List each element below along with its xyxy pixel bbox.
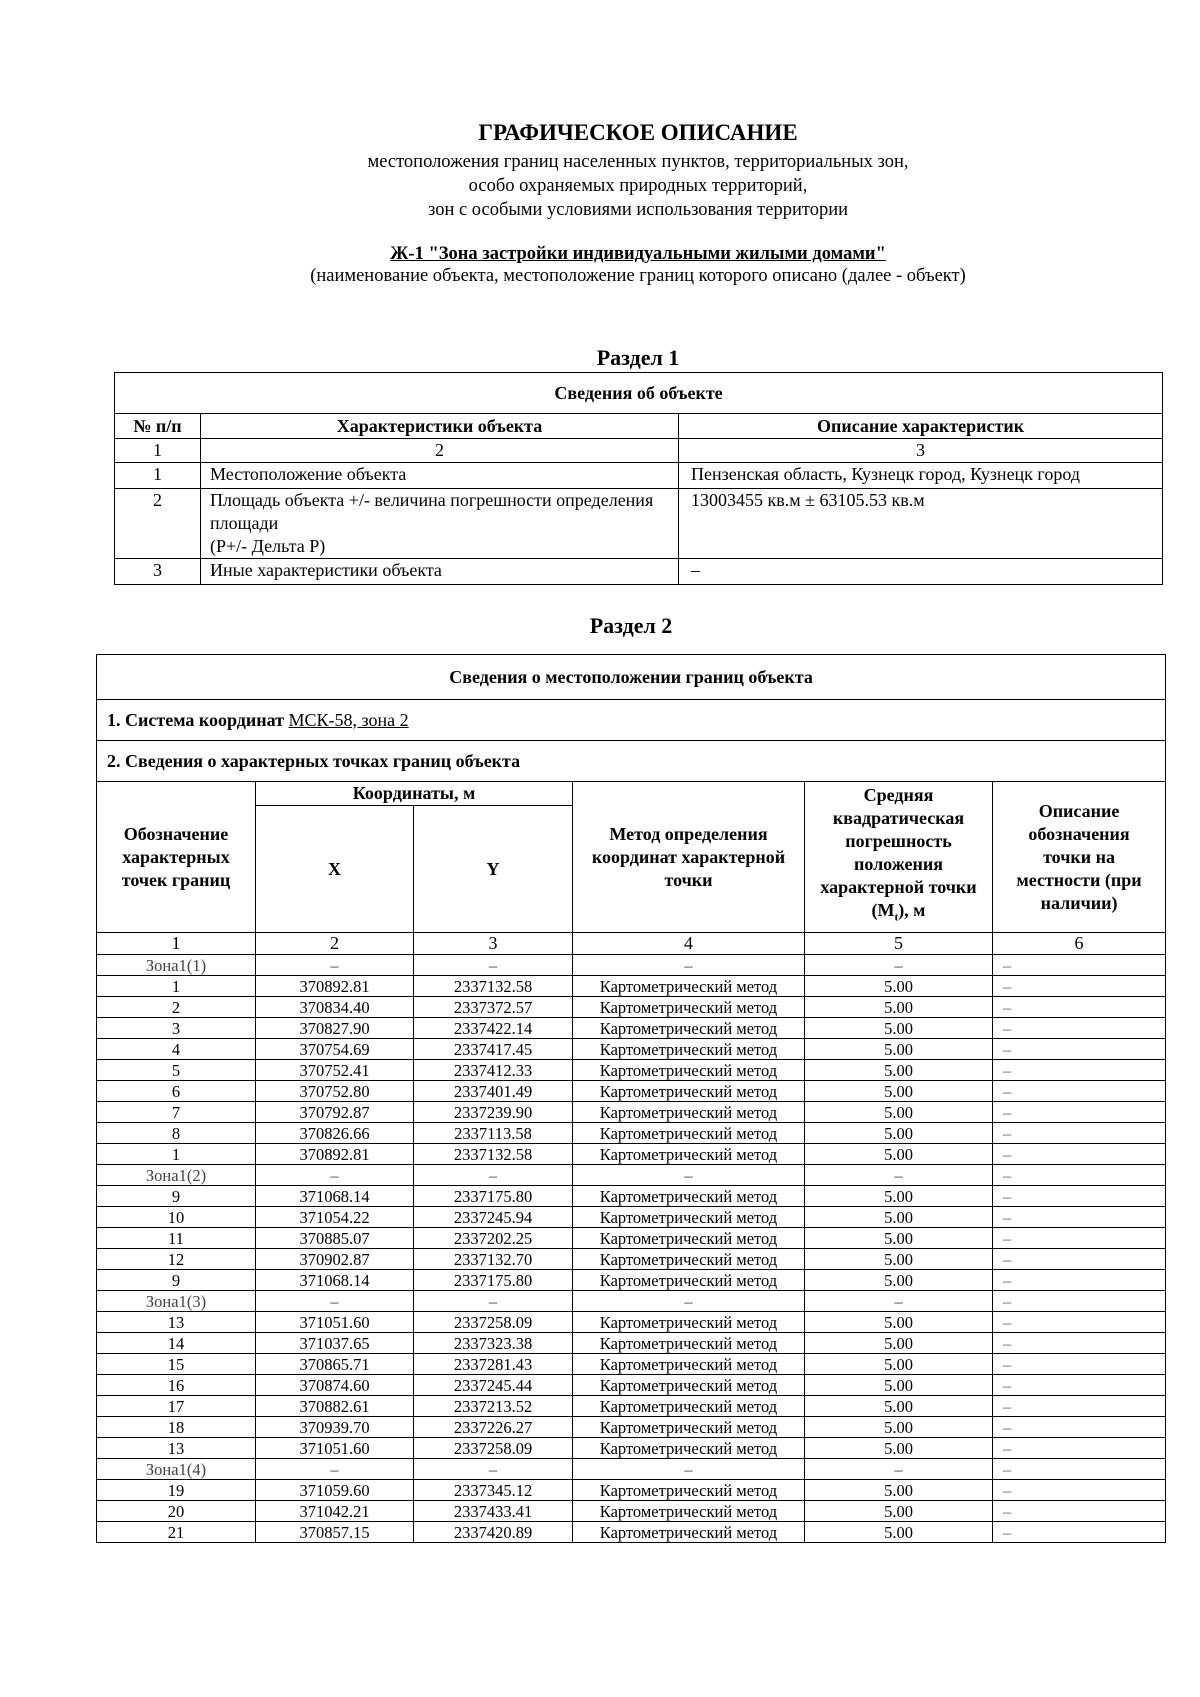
point-designation: 12 [97, 1249, 256, 1270]
point-description: – [993, 1522, 1166, 1543]
method: Картометрический метод [573, 1060, 805, 1081]
error-value: 5.00 [805, 1249, 993, 1270]
point-row [97, 1270, 1166, 1291]
coord-y: 2337132.58 [414, 976, 573, 997]
point-description: – [993, 1144, 1166, 1165]
coord-x: 370892.81 [256, 976, 414, 997]
point-row [97, 1144, 1166, 1165]
point-description: – [993, 1438, 1166, 1459]
point-designation: 3 [97, 1018, 256, 1039]
point-row [97, 1312, 1166, 1333]
point-designation: 19 [97, 1480, 256, 1501]
coordinate-system-row [97, 700, 1166, 741]
point-description: – [993, 1480, 1166, 1501]
boundary-points-table [96, 654, 1166, 1543]
method: Картометрический метод [573, 1081, 805, 1102]
point-row [97, 1207, 1166, 1228]
error-value: 5.00 [805, 1270, 993, 1291]
coord-y: 2337245.44 [414, 1375, 573, 1396]
error-value: 5.00 [805, 997, 993, 1018]
point-description: – [993, 1417, 1166, 1438]
point-description: – [993, 1123, 1166, 1144]
coord-x: 370882.61 [256, 1396, 414, 1417]
column-header-error-text: Средняя квадратическая погрешность положения характерной точки $(M_t)$, м [820, 785, 977, 924]
coord-y: 2337113.58 [414, 1123, 573, 1144]
column-header-num: № п/п [115, 414, 201, 439]
method: Картометрический метод [573, 976, 805, 997]
object-info-table [114, 372, 1163, 585]
point-designation: 15 [97, 1354, 256, 1375]
point-designation: 1 [97, 1144, 256, 1165]
method: Картометрический метод [573, 1438, 805, 1459]
row-description: – [679, 559, 1163, 585]
coord-x: 371068.14 [256, 1186, 414, 1207]
coord-y: 2337258.09 [414, 1312, 573, 1333]
method: Картометрический метод [573, 1396, 805, 1417]
coord-y: 2337175.80 [414, 1270, 573, 1291]
method: Картометрический метод [573, 1186, 805, 1207]
error-value: 5.00 [805, 1081, 993, 1102]
point-description: – [993, 1102, 1166, 1123]
coord-x: 370754.69 [256, 1039, 414, 1060]
column-number: 1 [97, 933, 256, 955]
points-body [97, 955, 1166, 1543]
method: Картометрический метод [573, 1144, 805, 1165]
error-value: 5.00 [805, 1186, 993, 1207]
column-number: 4 [573, 933, 805, 955]
point-designation: 9 [97, 1270, 256, 1291]
point-row [97, 1018, 1166, 1039]
column-number: 1 [115, 439, 201, 463]
column-number: 3 [414, 933, 573, 955]
column-header-error [805, 782, 993, 933]
coord-x: 371042.21 [256, 1501, 414, 1522]
point-row [97, 1501, 1166, 1522]
method: Картометрический метод [573, 1375, 805, 1396]
coord-x: – [256, 1459, 414, 1480]
coord-y: 2337226.27 [414, 1417, 573, 1438]
point-designation: 6 [97, 1081, 256, 1102]
error-value: 5.00 [805, 1333, 993, 1354]
point-description: – [993, 1249, 1166, 1270]
column-header-y: Y [414, 806, 573, 933]
section1-heading: Раздел 1 [596, 345, 680, 370]
error-value: 5.00 [805, 1144, 993, 1165]
coord-x: 370857.15 [256, 1522, 414, 1543]
point-description: – [993, 976, 1166, 997]
point-designation: 13 [97, 1438, 256, 1459]
coord-y: 2337132.70 [414, 1249, 573, 1270]
coord-x: 371054.22 [256, 1207, 414, 1228]
coord-x: 370902.87 [256, 1249, 414, 1270]
coord-y: 2337323.38 [414, 1333, 573, 1354]
coord-y: 2337258.09 [414, 1438, 573, 1459]
point-designation: 17 [97, 1396, 256, 1417]
column-number: 5 [805, 933, 993, 955]
error-value: 5.00 [805, 1228, 993, 1249]
zone-row [97, 955, 1166, 976]
coord-y: 2337420.89 [414, 1522, 573, 1543]
coord-x: 370939.70 [256, 1417, 414, 1438]
point-designation: 11 [97, 1228, 256, 1249]
error-value: 5.00 [805, 1522, 993, 1543]
coord-y: – [414, 1165, 573, 1186]
point-row [97, 1102, 1166, 1123]
row-characteristic: Иные характеристики объекта [201, 559, 679, 585]
point-row [97, 1522, 1166, 1543]
point-designation: Зона1(4) [97, 1459, 256, 1480]
row-characteristic: Местоположение объекта [201, 463, 679, 489]
point-description: – [993, 1312, 1166, 1333]
method: Картометрический метод [573, 1228, 805, 1249]
coord-y: – [414, 1291, 573, 1312]
error-value: 5.00 [805, 1375, 993, 1396]
row-num: 1 [115, 463, 201, 489]
column-number: 6 [993, 933, 1166, 955]
error-value: 5.00 [805, 1060, 993, 1081]
error-value: 5.00 [805, 1501, 993, 1522]
method: Картометрический метод [573, 1333, 805, 1354]
boundary-info-title: Сведения о местоположении границ объекта [97, 655, 1166, 700]
column-header-description: Описание характеристик [679, 414, 1163, 439]
coord-y: 2337401.49 [414, 1081, 573, 1102]
coord-y: 2337175.80 [414, 1186, 573, 1207]
point-designation: 20 [97, 1501, 256, 1522]
coord-x: 370874.60 [256, 1375, 414, 1396]
point-row [97, 1480, 1166, 1501]
coord-y: 2337345.12 [414, 1480, 573, 1501]
coord-x: 371068.14 [256, 1270, 414, 1291]
coord-x: – [256, 1291, 414, 1312]
coord-y: 2337433.41 [414, 1501, 573, 1522]
method: – [573, 1165, 805, 1186]
point-row [97, 1438, 1166, 1459]
error-value: 5.00 [805, 1396, 993, 1417]
column-number: 2 [256, 933, 414, 955]
point-designation: 2 [97, 997, 256, 1018]
point-row [97, 1375, 1166, 1396]
error-value: 5.00 [805, 1123, 993, 1144]
section2-heading: Раздел 2 [589, 613, 673, 638]
document-subtitle [0, 150, 1200, 222]
point-designation: 14 [97, 1333, 256, 1354]
coord-x: 370885.07 [256, 1228, 414, 1249]
coord-y: 2337132.58 [414, 1144, 573, 1165]
point-description: – [993, 1270, 1166, 1291]
method: Картометрический метод [573, 1480, 805, 1501]
point-description: – [993, 1018, 1166, 1039]
coord-x: 370834.40 [256, 997, 414, 1018]
column-header-point: Обозначение характерных точек границ [97, 782, 256, 933]
coord-x: – [256, 955, 414, 976]
point-description: – [993, 1060, 1166, 1081]
zone-row [97, 1291, 1166, 1312]
coordinate-system-value: МСК-58, зона 2 [288, 709, 409, 730]
coord-y: 2337281.43 [414, 1354, 573, 1375]
method: Картометрический метод [573, 1102, 805, 1123]
document-title: ГРАФИЧЕСКОЕ ОПИСАНИЕ [478, 120, 798, 145]
method: Картометрический метод [573, 1123, 805, 1144]
table-row [115, 559, 1163, 585]
error-value: 5.00 [805, 1417, 993, 1438]
point-designation: 5 [97, 1060, 256, 1081]
row-characteristic: Площадь объекта +/- величина погрешности определения площади (Р+/- Дельта Р) [201, 489, 679, 559]
point-description: – [993, 1375, 1166, 1396]
error-value: – [805, 1291, 993, 1312]
method: Картометрический метод [573, 1207, 805, 1228]
error-value: – [805, 1165, 993, 1186]
point-row [97, 1081, 1166, 1102]
coord-y: 2337245.94 [414, 1207, 573, 1228]
point-row [97, 1354, 1166, 1375]
coord-x: 370752.41 [256, 1060, 414, 1081]
column-header-coordinates: Координаты, м [256, 782, 573, 806]
method: Картометрический метод [573, 1270, 805, 1291]
point-description: – [993, 1459, 1166, 1480]
row-description: Пензенская область, Кузнецк город, Кузнецк город [679, 463, 1163, 489]
coord-x: 370792.87 [256, 1102, 414, 1123]
point-row [97, 1060, 1166, 1081]
error-value: – [805, 1459, 993, 1480]
method: – [573, 955, 805, 976]
subtitle-line: особо охраняемых природных территорий, [468, 176, 808, 196]
error-value: 5.00 [805, 1039, 993, 1060]
point-row [97, 1333, 1166, 1354]
column-header-x: X [256, 806, 414, 933]
method: – [573, 1459, 805, 1480]
point-row [97, 1249, 1166, 1270]
point-row [97, 1186, 1166, 1207]
coord-y: 2337213.52 [414, 1396, 573, 1417]
object-caption: (наименование объекта, местоположение границ которого описано (далее - объект) [310, 266, 966, 286]
row-num: 2 [115, 489, 201, 559]
point-designation: Зона1(2) [97, 1165, 256, 1186]
point-description: – [993, 1186, 1166, 1207]
error-value: 5.00 [805, 1207, 993, 1228]
coord-y: 2337422.14 [414, 1018, 573, 1039]
method: Картометрический метод [573, 1018, 805, 1039]
object-info-title: Сведения об объекте [115, 373, 1163, 414]
coord-x: 370892.81 [256, 1144, 414, 1165]
coord-x: – [256, 1165, 414, 1186]
point-row [97, 976, 1166, 997]
method: Картометрический метод [573, 997, 805, 1018]
point-description: – [993, 1228, 1166, 1249]
point-designation: 10 [97, 1207, 256, 1228]
point-designation: 4 [97, 1039, 256, 1060]
error-value: 5.00 [805, 1102, 993, 1123]
point-row [97, 1039, 1166, 1060]
coord-x: 371059.60 [256, 1480, 414, 1501]
method: Картометрический метод [573, 1501, 805, 1522]
point-description: – [993, 1354, 1166, 1375]
column-header-description: Описание обозначения точки на местности (при наличии) [993, 782, 1166, 933]
error-value: 5.00 [805, 1018, 993, 1039]
method: Картометрический метод [573, 1249, 805, 1270]
coord-x: 371037.65 [256, 1333, 414, 1354]
points-info-row [97, 741, 1166, 782]
point-designation: 8 [97, 1123, 256, 1144]
point-description: – [993, 1081, 1166, 1102]
point-designation: Зона1(1) [97, 955, 256, 976]
coord-y: 2337239.90 [414, 1102, 573, 1123]
coord-y: – [414, 1459, 573, 1480]
method: – [573, 1291, 805, 1312]
point-row [97, 1417, 1166, 1438]
error-value: – [805, 955, 993, 976]
point-description: – [993, 1207, 1166, 1228]
point-designation: 16 [97, 1375, 256, 1396]
column-number: 2 [201, 439, 679, 463]
point-designation: 1 [97, 976, 256, 997]
object-name: Ж-1 "Зона застройки индивидуальными жилыми домами" [390, 244, 886, 264]
point-row [97, 1396, 1166, 1417]
coord-x: 370826.66 [256, 1123, 414, 1144]
error-value: 5.00 [805, 1312, 993, 1333]
point-row [97, 997, 1166, 1018]
coord-x: 371051.60 [256, 1312, 414, 1333]
coord-y: – [414, 955, 573, 976]
method: Картометрический метод [573, 1312, 805, 1333]
column-header-characteristic: Характеристики объекта [201, 414, 679, 439]
coord-x: 370865.71 [256, 1354, 414, 1375]
error-value: 5.00 [805, 1438, 993, 1459]
coord-y: 2337202.25 [414, 1228, 573, 1249]
method: Картометрический метод [573, 1039, 805, 1060]
zone-row [97, 1459, 1166, 1480]
method: Картометрический метод [573, 1522, 805, 1543]
method: Картометрический метод [573, 1354, 805, 1375]
point-description: – [993, 1291, 1166, 1312]
point-row [97, 1123, 1166, 1144]
point-description: – [993, 1039, 1166, 1060]
point-designation: 18 [97, 1417, 256, 1438]
point-designation: Зона1(3) [97, 1291, 256, 1312]
coord-x: 371051.60 [256, 1438, 414, 1459]
error-value: 5.00 [805, 976, 993, 997]
point-description: – [993, 997, 1166, 1018]
point-description: – [993, 1165, 1166, 1186]
point-designation: 9 [97, 1186, 256, 1207]
column-number: 3 [679, 439, 1163, 463]
coordinate-system-label: 1. Система координат [107, 709, 284, 730]
coord-y: 2337372.57 [414, 997, 573, 1018]
table-row [115, 489, 1163, 559]
points-info-label: 2. Сведения о характерных точках границ объекта [107, 750, 521, 771]
method: Картометрический метод [573, 1417, 805, 1438]
point-designation: 21 [97, 1522, 256, 1543]
coord-y: 2337412.33 [414, 1060, 573, 1081]
coord-x: 370827.90 [256, 1018, 414, 1039]
coord-y: 2337417.45 [414, 1039, 573, 1060]
coord-x: 370752.80 [256, 1081, 414, 1102]
column-header-method: Метод определения координат характерной точки [573, 782, 805, 933]
point-row [97, 1228, 1166, 1249]
table-row [115, 463, 1163, 489]
subtitle-line: зон с особыми условиями использования территории [428, 200, 848, 220]
subtitle-line: местоположения границ населенных пунктов, территориальных зон, [367, 152, 909, 172]
point-description: – [993, 1396, 1166, 1417]
error-value: 5.00 [805, 1480, 993, 1501]
error-value: 5.00 [805, 1354, 993, 1375]
point-description: – [993, 1501, 1166, 1522]
zone-row [97, 1165, 1166, 1186]
row-num: 3 [115, 559, 201, 585]
row-description: 13003455 кв.м ± 63105.53 кв.м [679, 489, 1163, 559]
point-description: – [993, 1333, 1166, 1354]
point-designation: 13 [97, 1312, 256, 1333]
point-designation: 7 [97, 1102, 256, 1123]
point-description: – [993, 955, 1166, 976]
